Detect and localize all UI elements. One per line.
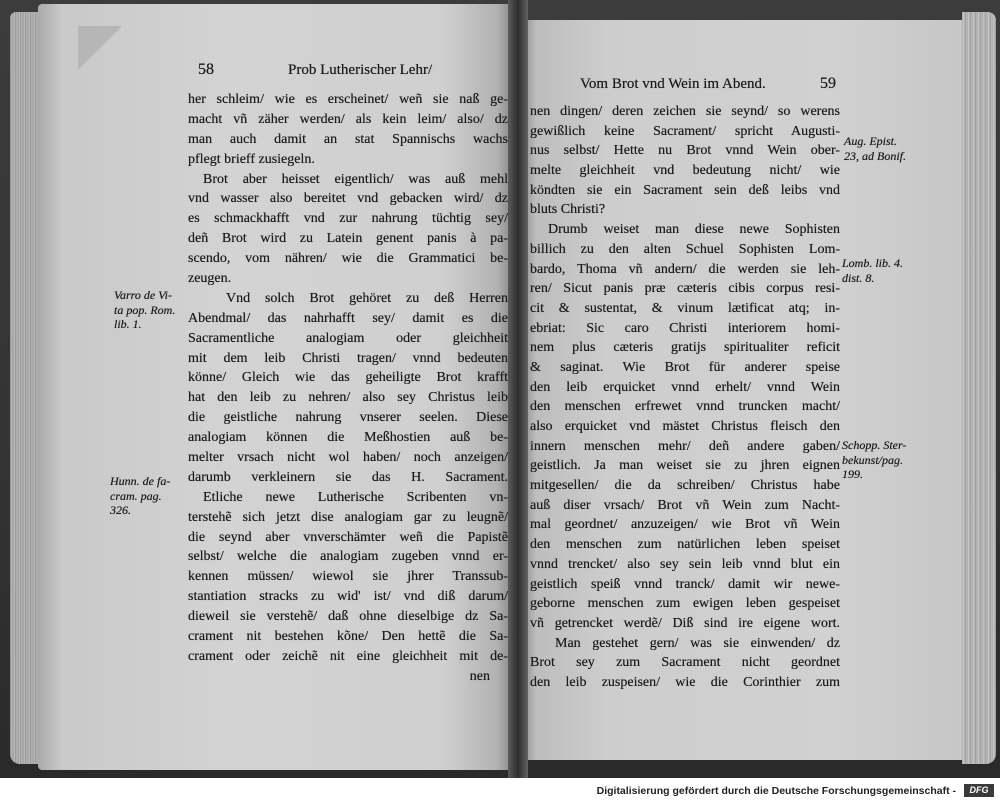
text-line: mit dem leib Christi tragen/ vnnd bedeuten	[188, 350, 508, 366]
text-line: bluts Christi?	[530, 202, 606, 218]
margin-note-line: Hunn. de fa-	[110, 474, 171, 488]
margin-note	[110, 474, 170, 518]
right-page-body	[530, 102, 840, 693]
margin-note	[842, 256, 903, 285]
margin-note-line: Lomb. lib. 4.	[842, 256, 904, 270]
margin-note-line: Schopp. Ster-	[842, 438, 907, 452]
text-line: crament oder zeichẽ nit eine gleichheit mit de-	[188, 648, 508, 664]
text-line: es schmackhafft vnd zur nahrung tüchtig sey/	[188, 211, 508, 227]
text-line: geistlich speiß vnnd tranck/ damit wir newe-	[530, 576, 840, 592]
text-line: Man gestehet gern/ was sie einwenden/ dz	[555, 635, 840, 651]
text-line: die seynd aber vnverschämter weñ die Papistẽ	[188, 529, 508, 545]
text-line: Sacramentliche analogiam oder gleichheit	[188, 330, 508, 346]
dfg-logo: DFG	[964, 784, 994, 797]
text-line: vñ getrencket werdẽ/ Diß sind ire eigene wort.	[530, 615, 840, 631]
text-line: melte gleichheit vnd bedeutung nicht/ wie	[530, 163, 840, 179]
text-line: den menschen zum natürlichen leben speiset	[530, 537, 840, 553]
folded-corner	[78, 26, 122, 70]
text-line: ren/ Sicut panis præ cæteris cibis corpus resi-	[530, 281, 840, 297]
margin-note-line: bekunst/pag.	[842, 452, 903, 467]
margin-note-line: Aug. Epist.	[844, 134, 897, 148]
margin-note-line: dist. 8.	[842, 270, 875, 285]
text-line: vnnd trencket/ also sey sein leib vnnd blut ein	[530, 556, 840, 572]
text-line: terstehẽ sich jetzt dise analogiam gar zu leugnẽ/	[188, 509, 508, 525]
text-line: könne/ Gleich wie das geheiligte Brot krafft	[188, 370, 508, 386]
book-spine	[508, 0, 528, 778]
text-line: also erquicket vnd mästet Christus fleisch den	[530, 419, 840, 434]
text-line: & saginat. Wie Brot für anderer speise	[530, 359, 840, 375]
text-line: Vnd solch Brot gehöret zu deß Herren	[226, 290, 508, 306]
margin-note	[114, 288, 175, 332]
left-running-head: Prob Lutherischer Lehr/	[288, 62, 433, 78]
text-line: nus selbst/ Hette nu Brot vnnd Wein ober-	[530, 143, 840, 159]
text-line: den leib zuspeisen/ wie die Corinthier zum	[530, 674, 840, 690]
text-line: bardo, Thoma vñ andern/ die werden sie leh-	[530, 261, 840, 277]
text-line: crament nit bestehen kõne/ Den hettẽ die Sa-	[188, 629, 508, 645]
text-line: auß diser vrsach/ Brot vñ Wein zum Nacht-	[530, 497, 840, 513]
margin-note-line: lib. 1.	[114, 317, 142, 331]
text-line: kennen müssen/ wiewol sie jhrer Transsub-	[188, 569, 508, 585]
text-line: selbst/ welche die analogiam zugeben vnnd er-	[188, 549, 508, 565]
text-line: Brot sey zum Sacrament nicht geordnet	[530, 655, 840, 671]
text-line: Brot aber heisset eigentlich/ was auß mehl	[203, 171, 508, 187]
right-page-number: 59	[820, 75, 836, 92]
text-line: den leib erquicket vnnd erhelt/ vnnd Wein	[530, 379, 840, 395]
text-line: gewißlich keine Sacrament/ spricht Augusti-	[530, 123, 840, 139]
text-line: den menschen erfrewet vnnd truncken macht/	[530, 399, 840, 415]
text-line: man auch damit an stat Spannischs wachs	[188, 131, 508, 147]
text-line: mal geordnet/ anzuzeigen/ wie Brot vñ Wein	[530, 517, 840, 533]
text-line: Drumb weiset man diese newe Sophisten	[548, 222, 840, 238]
text-line: Abendmal/ das nahrhafft sey/ damit es die	[188, 310, 508, 326]
text-line: macht vñ zäher werden/ als kein leim/ also/ dz	[188, 111, 508, 127]
catchword: nen	[469, 668, 490, 684]
funding-credit: Digitalisierung gefördert durch die Deutsche Forschungsgemeinschaft -	[596, 785, 956, 797]
text-line: mitgesellen/ die da schreiben/ Christus habe	[530, 478, 840, 494]
text-line: melter vrsach nicht wol haben/ noch anzeigen/	[188, 450, 508, 466]
text-line: her schleim/ wie es erscheinet/ weñ sie naß ge-	[188, 92, 508, 107]
margin-note	[842, 438, 906, 482]
text-line: innern menschen mehr/ deñ andere gaben/	[530, 438, 840, 454]
margin-note	[844, 134, 906, 163]
margin-note-line: Varro de Vi-	[114, 288, 172, 302]
text-line: pflegt brieff zusiegeln.	[188, 151, 315, 167]
text-line: vnd wasser also bereitet vnd gebacken wird/ dz	[188, 191, 508, 207]
footer-bar	[0, 778, 1000, 803]
text-line: die geistliche nahrung vnserer seelen. Diese	[188, 410, 508, 426]
left-page-number: 58	[198, 61, 214, 78]
text-line: köndten sie ein Sacrament sein deß leibs vnd	[530, 182, 840, 198]
text-line: scendo, vom nähren/ wie die Grammatici be-	[188, 251, 508, 267]
text-line: nem plus cæteris gratijs spiritualiter reficit	[530, 340, 840, 356]
text-line: geistlich. Ja man weiset sie zu jhren eignen	[530, 458, 840, 474]
margin-note-line: 23, ad Bonif.	[844, 148, 906, 163]
left-page-body	[188, 90, 508, 687]
margin-note-line: 326.	[110, 503, 131, 517]
right-page-edges	[962, 12, 996, 764]
margin-note-line: cram. pag.	[110, 488, 162, 503]
text-line: zeugen.	[188, 271, 232, 287]
margin-note-line: 199.	[842, 467, 863, 481]
text-line: cit & sustentat, & vinum lætificat atq; in-	[530, 300, 840, 316]
text-line: Etliche newe Lutherische Scribenten vn-	[203, 489, 508, 505]
text-line: nen dingen/ deren zeichen sie seynd/ so werens	[530, 104, 840, 119]
right-running-head: Vom Brot vnd Wein im Abend.	[580, 76, 766, 92]
text-line: geborne menschen zum ewigen leben gespeiset	[530, 596, 840, 612]
text-line: darumb verkleinern sie das H. Sacrament.	[188, 469, 508, 485]
text-line: hat den leib zu nehren/ also sey Christus leib	[188, 390, 508, 406]
text-line: analogiam können die Meßhostien auß be-	[188, 430, 508, 446]
text-line: deñ Brot wird zu Latein genent panis à pa-	[188, 231, 508, 247]
text-line: stantiation stracks zu wid' ist/ vnd diß darum/	[188, 589, 508, 605]
margin-note-line: ta pop. Rom.	[114, 302, 176, 317]
text-line: ebriat: Sic caro Christi interiorem homi-	[530, 320, 840, 336]
text-line: billich zu den alten Schuel Sophisten Lom-	[530, 241, 840, 257]
text-line: dieweil sie verstehẽ/ daß ohne dieselbige dz Sa-	[188, 609, 508, 625]
